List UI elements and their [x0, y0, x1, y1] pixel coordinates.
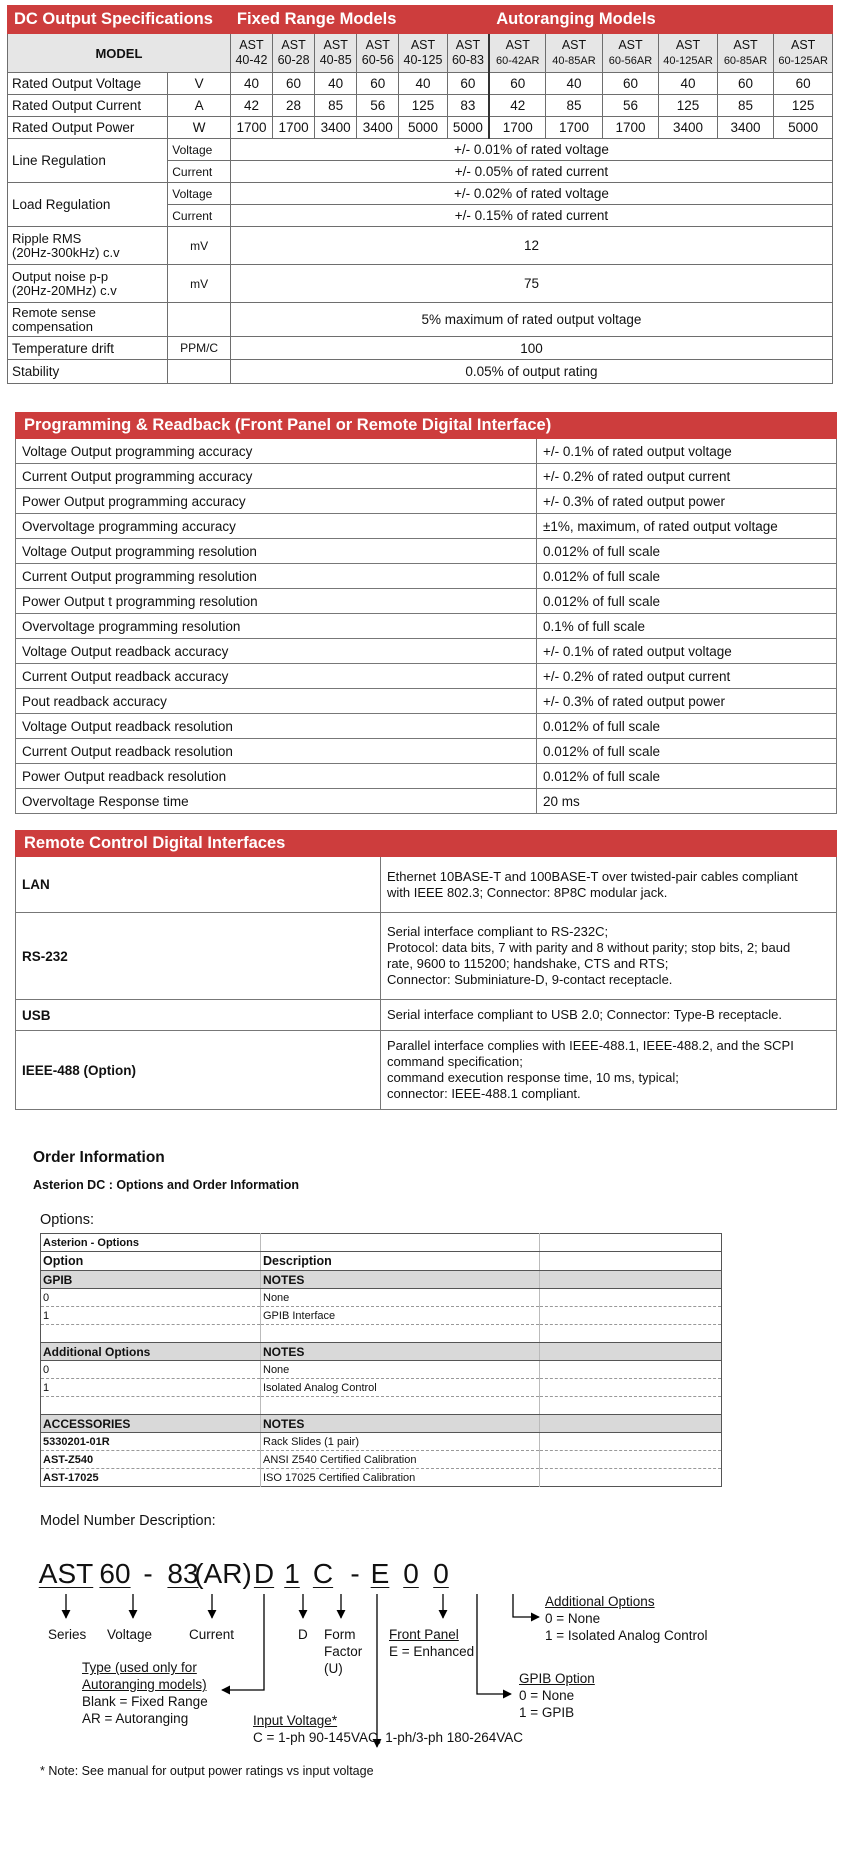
prog-label: Voltage Output programming resolution — [16, 539, 537, 564]
option-code: 1 — [41, 1307, 261, 1325]
rated-value: 40 — [659, 73, 718, 95]
line-reg-current-label: Current — [168, 161, 231, 183]
rated-value: 1700 — [602, 117, 659, 139]
load-reg-voltage-label: Voltage — [168, 183, 231, 205]
prog-value: +/- 0.1% of rated output voltage — [537, 439, 837, 464]
d-caption: D — [298, 1627, 308, 1642]
prog-label: Current Output programming accuracy — [16, 464, 537, 489]
temp-drift-unit: PPM/C — [168, 337, 231, 360]
rated-value: 28 — [273, 95, 315, 117]
model-cell: AST 40-42 — [230, 34, 272, 73]
model-cell: AST 40-125 — [399, 34, 447, 73]
noise-value: 75 — [230, 265, 832, 303]
front-panel-caption: Front Panel E = Enhanced — [389, 1627, 475, 1659]
order-info-title: Order Information — [33, 1149, 165, 1166]
interface-description: Serial interface compliant to RS-232C; Protocol: data bits, 7 with parity and 8 without parity; stop bits, 2; baud rate, 9600 to 115200; handshake, CTS and RTS; Connector: Subminiature-D, 9-contact receptacle. — [381, 913, 837, 1000]
temp-drift-label: Temperature drift — [8, 337, 168, 360]
line-reg-voltage-value: +/- 0.01% of rated voltage — [230, 139, 832, 161]
prog-label: Pout readback accuracy — [16, 689, 537, 714]
line-reg-voltage-label: Voltage — [168, 139, 231, 161]
prog-value: 0.1% of full scale — [537, 614, 837, 639]
rated-value: 60 — [273, 73, 315, 95]
model-cell: AST 40-85 — [315, 34, 357, 73]
rated-value: 60 — [447, 73, 489, 95]
interface-description: Ethernet 10BASE-T and 100BASE-T over twisted-pair cables compliant with IEEE 802.3; Connector: 8P8C modular jack. — [381, 857, 837, 913]
model-code-segment: C — [312, 1558, 334, 1589]
interface-description: Parallel interface complies with IEEE-488.1, IEEE-488.2, and the SCPI command specification; command execution response time, 10 ms, typical; connector: IEEE-488.1 compliant. — [381, 1031, 837, 1110]
rated-value: 125 — [774, 95, 833, 117]
model-cell: AST 60-125AR — [774, 34, 833, 73]
remote-interfaces-title: Remote Control Digital Interfaces — [16, 831, 837, 857]
load-regulation-label: Load Regulation — [8, 183, 168, 227]
stability-value: 0.05% of output rating — [230, 360, 832, 384]
current-caption: Current — [189, 1627, 235, 1642]
prog-label: Power Output programming accuracy — [16, 489, 537, 514]
model-cell: AST 60-83 — [447, 34, 489, 73]
rated-value: 5000 — [399, 117, 447, 139]
rated-value: 1700 — [230, 117, 272, 139]
rated-value: 60 — [357, 73, 399, 95]
rated-value: 85 — [546, 95, 603, 117]
rated-value: 40 — [399, 73, 447, 95]
rated-value: 40 — [230, 73, 272, 95]
option-description: Rack Slides (1 pair) — [261, 1433, 540, 1451]
model-number-label: Model Number Description: — [40, 1513, 216, 1529]
prog-value: +/- 0.1% of rated output voltage — [537, 639, 837, 664]
option-description: None — [261, 1289, 540, 1307]
footnote: * Note: See manual for output power ratings vs input voltage — [40, 1764, 374, 1778]
rated-unit: W — [168, 117, 231, 139]
option-group-name: Additional Options — [41, 1343, 261, 1361]
prog-label: Current Output readback accuracy — [16, 664, 537, 689]
interface-name: USB — [16, 1000, 381, 1031]
rated-value: 83 — [447, 95, 489, 117]
rated-value: 1700 — [273, 117, 315, 139]
col-option: Option — [41, 1252, 261, 1271]
prog-value: +/- 0.2% of rated output current — [537, 464, 837, 489]
col-description: Description — [261, 1252, 540, 1271]
rated-value: 5000 — [774, 117, 833, 139]
model-cell: AST 40-125AR — [659, 34, 718, 73]
rated-value: 125 — [399, 95, 447, 117]
prog-value: 0.012% of full scale — [537, 714, 837, 739]
autoranging-title: Autoranging Models — [489, 6, 832, 34]
ripple-value: 12 — [230, 227, 832, 265]
additional-options-caption: Additional Options 0 = None 1 = Isolated Analog Control — [545, 1594, 708, 1643]
rated-value: 85 — [717, 95, 774, 117]
remote-sense-value: 5% maximum of rated output voltage — [230, 303, 832, 337]
option-group-notes: NOTES — [261, 1271, 540, 1289]
gpib-option-caption: GPIB Option 0 = None 1 = GPIB — [519, 1671, 595, 1720]
model-code-segment: 83 — [167, 1558, 199, 1589]
model-code-segment: 1 — [284, 1558, 300, 1589]
rated-label: Rated Output Power — [8, 117, 168, 139]
option-code: AST-Z540 — [41, 1451, 261, 1469]
option-description: None — [261, 1361, 540, 1379]
series-caption: Series — [48, 1627, 87, 1642]
prog-label: Voltage Output readback resolution — [16, 714, 537, 739]
option-code: 0 — [41, 1289, 261, 1307]
prog-label: Voltage Output programming accuracy — [16, 439, 537, 464]
model-code-segment: D — [253, 1558, 275, 1589]
rated-value: 60 — [774, 73, 833, 95]
rated-value: 56 — [357, 95, 399, 117]
rated-value: 3400 — [315, 117, 357, 139]
model-code-segment: 0 — [403, 1558, 419, 1589]
option-code: 1 — [41, 1379, 261, 1397]
option-code: 0 — [41, 1361, 261, 1379]
type-caption: Type (used only for Autoranging models) Blank = Fixed Range AR = Autoranging — [82, 1660, 208, 1726]
rated-value: 1700 — [489, 117, 546, 139]
interface-description: Serial interface compliant to USB 2.0; Connector: Type-B receptacle. — [381, 1000, 837, 1031]
prog-value: 0.012% of full scale — [537, 764, 837, 789]
model-code-segment: - — [143, 1558, 153, 1589]
noise-unit: mV — [168, 265, 231, 303]
prog-label: Current Output programming resolution — [16, 564, 537, 589]
model-cell: AST 60-42AR — [489, 34, 546, 73]
interface-name: IEEE-488 (Option) — [16, 1031, 381, 1110]
rated-value: 40 — [546, 73, 603, 95]
rated-value: 42 — [230, 95, 272, 117]
rated-unit: A — [168, 95, 231, 117]
remote-sense-label: Remote sense compensation — [8, 303, 168, 337]
interface-name: LAN — [16, 857, 381, 913]
rated-value: 60 — [717, 73, 774, 95]
rated-value: 3400 — [659, 117, 718, 139]
temp-drift-value: 100 — [230, 337, 832, 360]
model-cell: AST 60-28 — [273, 34, 315, 73]
model-code-segment: 60 — [99, 1558, 131, 1589]
model-code-segment: 0 — [433, 1558, 449, 1589]
prog-value: 0.012% of full scale — [537, 589, 837, 614]
prog-value: 0.012% of full scale — [537, 564, 837, 589]
prog-label: Power Output t programming resolution — [16, 589, 537, 614]
rated-unit: V — [168, 73, 231, 95]
rated-value: 3400 — [357, 117, 399, 139]
model-cell: AST 60-56AR — [602, 34, 659, 73]
rated-value: 40 — [315, 73, 357, 95]
rated-value: 3400 — [717, 117, 774, 139]
rated-value: 60 — [602, 73, 659, 95]
model-code-segment: E — [370, 1558, 390, 1589]
ripple-unit: mV — [168, 227, 231, 265]
order-info-subtitle: Asterion DC : Options and Order Information — [33, 1178, 299, 1192]
option-group-name: ACCESSORIES — [41, 1415, 261, 1433]
model-cell: AST 60-56 — [357, 34, 399, 73]
rated-value: 1700 — [546, 117, 603, 139]
prog-label: Overvoltage programming resolution — [16, 614, 537, 639]
rated-value: 85 — [315, 95, 357, 117]
prog-label: Power Output readback resolution — [16, 764, 537, 789]
form-factor-caption: Form Factor (U) — [324, 1627, 363, 1676]
ripple-label: Ripple RMS (20Hz-300kHz) c.v — [8, 227, 168, 265]
option-description: ANSI Z540 Certified Calibration — [261, 1451, 540, 1469]
prog-value: 20 ms — [537, 789, 837, 814]
model-cell: AST 40-85AR — [546, 34, 603, 73]
prog-value: +/- 0.3% of rated output power — [537, 689, 837, 714]
line-regulation-label: Line Regulation — [8, 139, 168, 183]
option-code: 5330201-01R — [41, 1433, 261, 1451]
model-code-segment: - — [350, 1558, 360, 1589]
input-voltage-caption: Input Voltage* C = 1-ph 90-145VAC, 1-ph/3-ph 180-264VAC — [253, 1713, 524, 1745]
option-description: GPIB Interface — [261, 1307, 540, 1325]
prog-value: +/- 0.2% of rated output current — [537, 664, 837, 689]
option-group-notes: NOTES — [261, 1343, 540, 1361]
rated-label: Rated Output Voltage — [8, 73, 168, 95]
dc-spec-title: DC Output Specifications — [8, 6, 231, 34]
load-reg-voltage-value: +/- 0.02% of rated voltage — [230, 183, 832, 205]
prog-value: ±1%, maximum, of rated output voltage — [537, 514, 837, 539]
load-reg-current-value: +/- 0.15% of rated current — [230, 205, 832, 227]
option-group-name: GPIB — [41, 1271, 261, 1289]
fixed-range-title: Fixed Range Models — [230, 6, 489, 34]
rated-label: Rated Output Current — [8, 95, 168, 117]
model-code-segment: (AR) — [194, 1558, 252, 1589]
rated-value: 42 — [489, 95, 546, 117]
option-description: Isolated Analog Control — [261, 1379, 540, 1397]
options-label: Options: — [40, 1212, 94, 1228]
line-reg-current-value: +/- 0.05% of rated current — [230, 161, 832, 183]
rated-value: 125 — [659, 95, 718, 117]
rated-value: 5000 — [447, 117, 489, 139]
prog-label: Overvoltage programming accuracy — [16, 514, 537, 539]
prog-value: 0.012% of full scale — [537, 539, 837, 564]
voltage-caption: Voltage — [107, 1627, 153, 1642]
noise-label: Output noise p-p (20Hz-20MHz) c.v — [8, 265, 168, 303]
option-group-notes: NOTES — [261, 1415, 540, 1433]
option-description: ISO 17025 Certified Calibration — [261, 1469, 540, 1487]
prog-value: +/- 0.3% of rated output power — [537, 489, 837, 514]
load-reg-current-label: Current — [168, 205, 231, 227]
rated-value: 56 — [602, 95, 659, 117]
programming-readback-title: Programming & Readback (Front Panel or Remote Digital Interface) — [16, 413, 837, 439]
rated-value: 60 — [489, 73, 546, 95]
model-code-segment: AST — [38, 1558, 94, 1589]
interface-name: RS-232 — [16, 913, 381, 1000]
model-header: MODEL — [8, 34, 231, 73]
options-table-title: Asterion - Options — [41, 1234, 261, 1252]
stability-label: Stability — [8, 360, 168, 384]
model-cell: AST 60-85AR — [717, 34, 774, 73]
prog-value: 0.012% of full scale — [537, 739, 837, 764]
prog-label: Overvoltage Response time — [16, 789, 537, 814]
option-code: AST-17025 — [41, 1469, 261, 1487]
prog-label: Current Output readback resolution — [16, 739, 537, 764]
prog-label: Voltage Output readback accuracy — [16, 639, 537, 664]
